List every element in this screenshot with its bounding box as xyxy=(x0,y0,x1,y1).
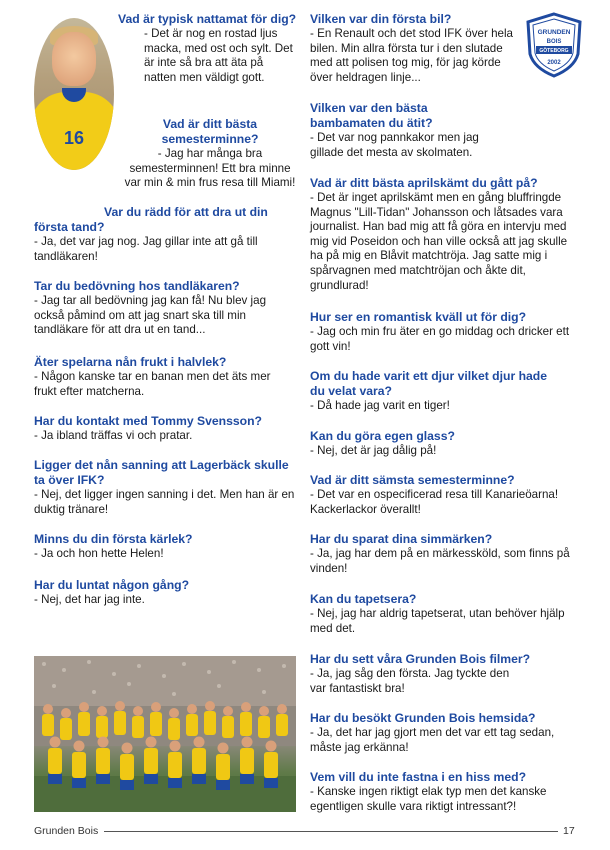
answer: - Ja och hon hette Helen! xyxy=(34,547,164,560)
team-photo xyxy=(34,656,296,812)
answer: - Kanske ingen riktigt elak typ men det kanske egentligen skulle vara riktigt intressant?! xyxy=(310,785,547,813)
question: Vem vill du inte fastna i en hiss med? xyxy=(310,770,527,784)
question: Vad är ditt bästa semesterminne? xyxy=(161,117,259,146)
portrait-shirt-number: 16 xyxy=(64,128,85,148)
question: Har du kontakt med Tommy Svensson? xyxy=(34,414,262,428)
qa-left-7 xyxy=(34,532,296,562)
qa-right-7 xyxy=(310,532,586,576)
answer: - Ja ibland träffas vi och pratar. xyxy=(34,429,193,442)
question: Ligger det nån sanning att Lagerbäck skulle ta över IFK? xyxy=(34,458,289,487)
answer: - Jag och min fru äter en go middag och dricker ett gott vin! xyxy=(310,325,570,353)
badge-mid-text: BOIS xyxy=(546,39,562,45)
question: Har du besökt Grunden Bois hemsida? xyxy=(310,711,536,725)
answer: - Ja, det var jag nog. Jag gillar inte att gå till tandläkaren! xyxy=(34,235,258,263)
question: Kan du göra egen glass? xyxy=(310,429,455,443)
qa-left-0 xyxy=(118,12,298,85)
qa-right-6 xyxy=(310,473,586,517)
qa-right-9 xyxy=(310,652,586,696)
answer: - Ja, det har jag gjort men det var ett tag sedan, måste jag erkänna! xyxy=(310,726,555,754)
team-photo-scene xyxy=(34,656,296,812)
portrait-face xyxy=(52,32,96,86)
answer: - Det var nog pannkakor men jag gillade det mesta av skolmaten. xyxy=(310,131,479,159)
question: Har du sparat dina simmärken? xyxy=(310,532,493,546)
question: Kan du tapetsera? xyxy=(310,592,417,606)
player-portrait xyxy=(34,18,114,170)
grunden-bois-badge xyxy=(524,12,584,78)
footer-publication: Grunden Bois xyxy=(34,825,99,837)
question: Vilken var den bästa bambamaten du ätit? xyxy=(310,101,433,130)
question: Var du rädd för att dra ut din första tand? xyxy=(34,205,268,234)
qa-right-10 xyxy=(310,711,586,755)
answer: - Då hade jag varit en tiger! xyxy=(310,399,450,412)
qa-right-1 xyxy=(310,101,582,160)
qa-left-3 xyxy=(34,279,296,338)
qa-left-1 xyxy=(122,117,298,191)
question: Hur ser en romantisk kväll ut för dig? xyxy=(310,310,527,324)
question: Har du luntat någon gång? xyxy=(34,578,190,592)
badge-top-text: GRUNDEN xyxy=(537,29,571,36)
qa-right-11 xyxy=(310,770,586,814)
answer: - Ja, jag har dem på en märkessköld, som finns på vinden! xyxy=(310,547,570,575)
answer: - Det var en ospecificerad resa till Kanarieöarna! Kackerlackor överallt! xyxy=(310,488,559,516)
footer-rule xyxy=(104,831,558,832)
qa-left-6 xyxy=(34,458,296,517)
qa-right-4 xyxy=(310,369,586,414)
qa-left-5 xyxy=(34,414,296,444)
qa-right-0 xyxy=(310,12,516,85)
qa-right-8 xyxy=(310,592,586,636)
answer: - Nej, det har jag inte. xyxy=(34,593,145,606)
question: Har du sett våra Grunden Bois filmer? xyxy=(310,652,531,666)
answer: - Jag har många bra semesterminnen! Ett bra minne var min & min frus resa till Miami! xyxy=(124,147,296,190)
badge-bottom-text: GÖTEBORG xyxy=(539,48,569,54)
question: Om du hade varit ett djur vilket djur hade du velat vara? xyxy=(310,369,548,398)
question: Vilken var din första bil? xyxy=(310,12,452,26)
answer: - Någon kanske tar en banan men det äts mer frukt efter matcherna. xyxy=(34,370,271,398)
qa-right-3 xyxy=(310,310,586,354)
question: Vad är typisk nattamat för dig? xyxy=(118,12,297,26)
answer: - Nej, jag har aldrig tapetserat, utan behöver hjälp med det. xyxy=(310,607,565,635)
qa-right-2 xyxy=(310,176,586,293)
answer: - Det är nog en rostad ljus macka, med ost och sylt. Det är inte så bra att äta på natten men väldigt gott. xyxy=(144,27,293,84)
answer: - Nej, det ligger ingen sanning i det. Men han är en duktig tränare! xyxy=(34,488,295,516)
question: Minns du din första kärlek? xyxy=(34,532,193,546)
question: Vad är ditt bästa aprilskämt du gått på? xyxy=(310,176,538,190)
qa-left-8 xyxy=(34,578,296,608)
answer: - Det är inget aprilskämt men en gång bluffringde Magnus "Lill-Tidan" Johansson och låtsades vara journalist. Han bad mig att få göra en intervju med mig vid Poseidon och han ville också att jag skulle ha på mig en Blåvit matchtröja. Jag satte mig i spårvagnen med matchtröjan och åkte dit, grundlurad! xyxy=(310,191,568,292)
badge-year: 2002 xyxy=(547,60,561,66)
answer: - En Renault och det stod IFK över hela bilen. Min allra första tur i den slutade med att polisen tog mig, för jag körde över heldragen linje... xyxy=(310,27,514,84)
question: Tar du bedövning hos tandläkaren? xyxy=(34,279,240,293)
answer: - Jag tar all bedövning jag kan få! Nu blev jag också påmind om att jag snart ska till min tandläkare för att dra ut en tand... xyxy=(34,294,267,337)
answer: - Nej, det är jag dålig på! xyxy=(310,444,437,457)
footer-page-number: 17 xyxy=(563,825,575,837)
qa-left-2 xyxy=(34,205,296,264)
question: Vad är ditt sämsta semesterminne? xyxy=(310,473,515,487)
question: Äter spelarna nån frukt i halvlek? xyxy=(34,355,227,369)
answer: - Ja, jag såg den första. Jag tyckte den var fantastiskt bra! xyxy=(310,667,510,695)
qa-right-5 xyxy=(310,429,586,459)
qa-left-4 xyxy=(34,355,296,399)
